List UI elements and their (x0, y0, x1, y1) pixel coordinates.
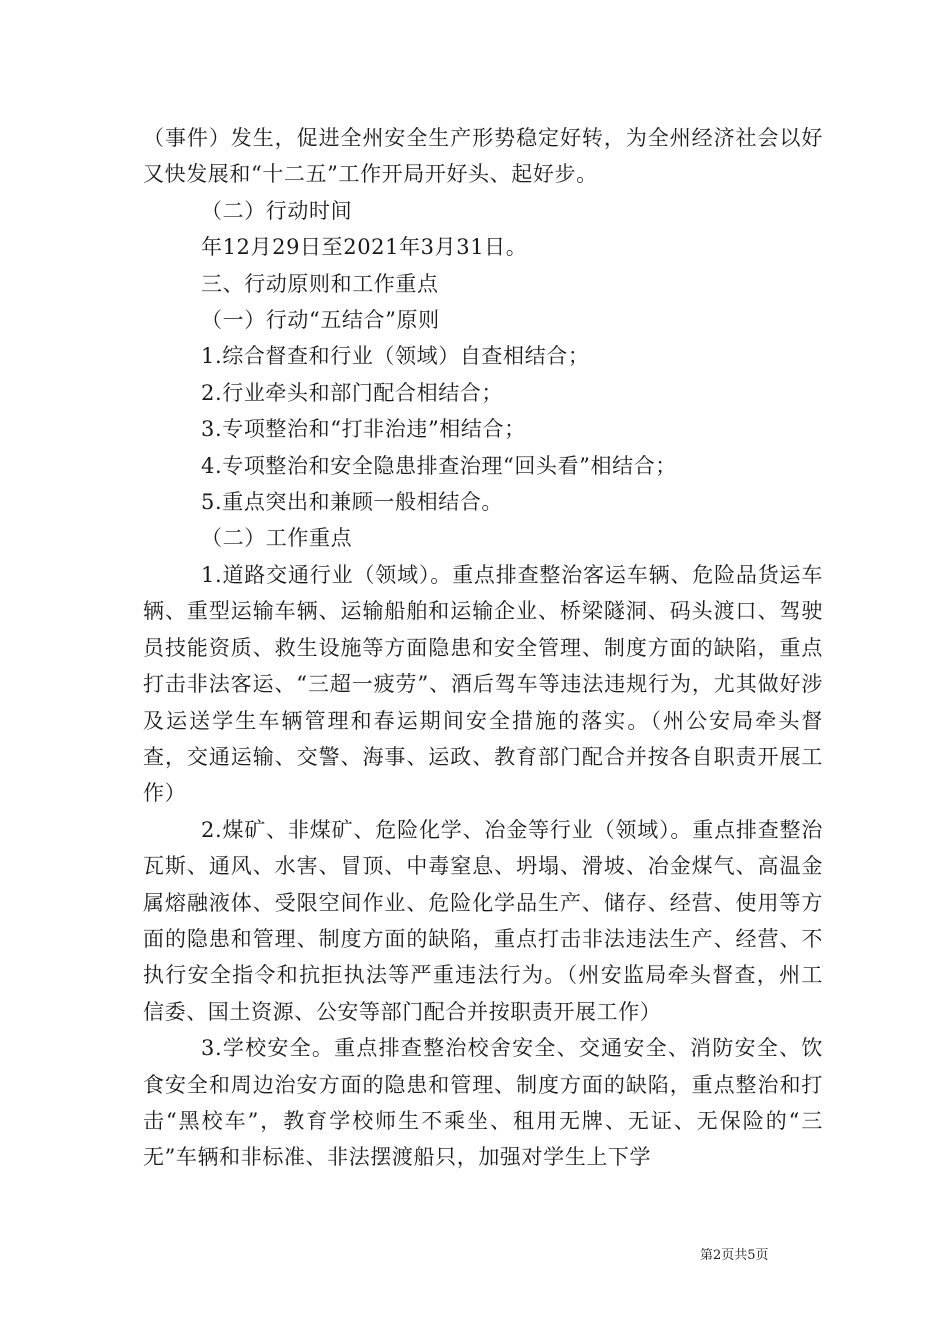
list-item: 5.重点突出和兼顾一般相结合。 (201, 490, 504, 515)
list-item: 4.专项整治和安全隐患排查治理“回头看”相结合； (201, 453, 677, 478)
document-body (143, 120, 823, 1176)
list-item: 1.综合督查和行业（领域）自查相结合； (201, 344, 590, 369)
subsection-heading-work-focus: （二）工作重点 (201, 526, 353, 551)
list-item: 3.专项整治和“打非治违”相结合； (201, 417, 526, 442)
section-heading-principles: 三、行动原则和工作重点 (201, 271, 439, 296)
paragraph-school-safety: 3.学校安全。重点排查整治校舍安全、交通安全、消防安全、饮食安全和周边治安方面的隐患和管理、制度方面的缺陷，重点整治和打击“黑校车”，教育学校师生不乘坐、租用无牌、无证、无保险的“三无”车辆和非标准、非法摆渡船只，加强对学生上下学 (143, 1036, 823, 1170)
list-item: 2.行业牵头和部门配合相结合； (201, 380, 504, 405)
subsection-heading-five-combinations: （一）行动“五结合”原则 (201, 308, 440, 333)
paragraph-continuation: （事件）发生，促进全州安全生产形势稳定好转，为全州经济社会以好又快发展和“十二五”工作开局开好头、起好步。 (143, 126, 823, 187)
page-number-footer: 第2页共5页 (700, 1248, 769, 1263)
paragraph-road-traffic: 1.道路交通行业（领域）。重点排查整治客运车辆、危险品货运车辆、重型运输车辆、运输船舶和运输企业、桥梁隧洞、码头渡口、驾驶员技能资质、救生设施等方面隐患和安全管理、制度方面的缺陷，重点打击非法客运、“三超一疲劳”、酒后驾车等违法违规行为，尤其做好涉及运送学生车辆管理和春运期间安全措施的落实。（州公安局牵头督查，交通运输、交警、海事、运政、教育部门配合并按各自职责开展工作） (143, 562, 823, 806)
paragraph-mining-chemicals: 2.煤矿、非煤矿、危险化学、冶金等行业（领域）。重点排查整治瓦斯、通风、水害、冒顶、中毒窒息、坍塌、滑坡、冶金煤气、高温金属熔融液体、受限空间作业、危险化学品生产、储存、经营、使用等方面的隐患和管理、制度方面的缺陷，重点打击非法违法生产、经营、不执行安全指令和抗拒执法等严重违法行为。（州安监局牵头督查，州工信委、国土资源、公安等部门配合并按职责开展工作） (143, 817, 823, 1024)
section-heading-action-time: （二）行动时间 (201, 198, 353, 223)
paragraph-action-dates: 年12月29日至2021年3月31日。 (201, 235, 528, 260)
